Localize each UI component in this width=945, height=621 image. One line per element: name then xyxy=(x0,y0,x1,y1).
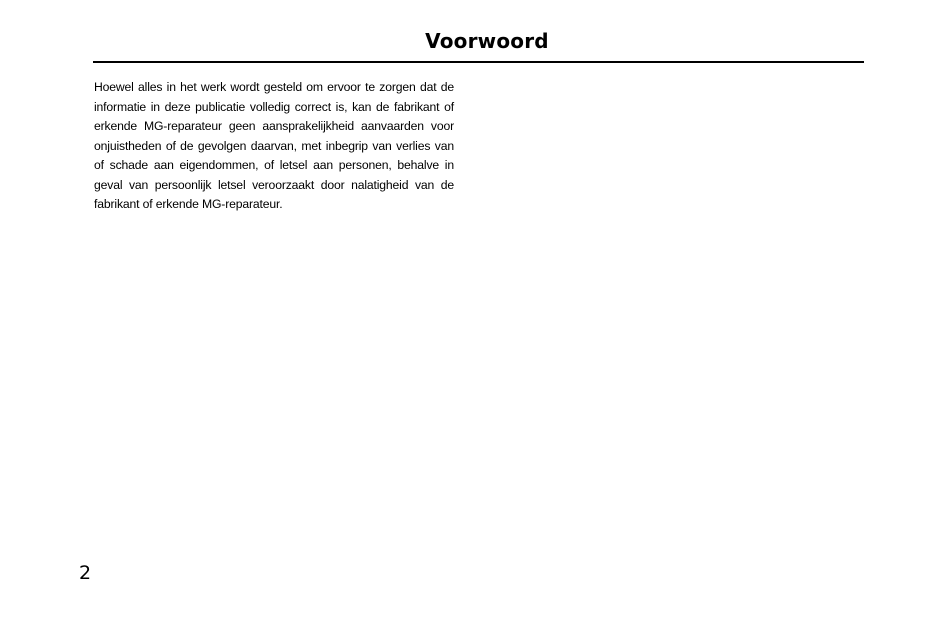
page-title: Voorwoord xyxy=(425,29,549,53)
page-number: 2 xyxy=(79,562,92,584)
disclaimer-paragraph: Hoewel alles in het werk wordt gesteld om ervoor te zorgen dat de informatie in deze publicatie volledig correct is, kan de fabrikant of erkende MG-reparateur geen aansprakelijkheid aanvaarden voor onjuistheden of de gevolgen daarvan, met inbegrip van verlies van of schade aan eigendommen, of letsel aan personen, behalve in geval van persoonlijk letsel veroorzaakt door nalatigheid van de fabrikant of erkende MG-reparateur. xyxy=(94,80,454,211)
title-divider xyxy=(93,61,864,63)
